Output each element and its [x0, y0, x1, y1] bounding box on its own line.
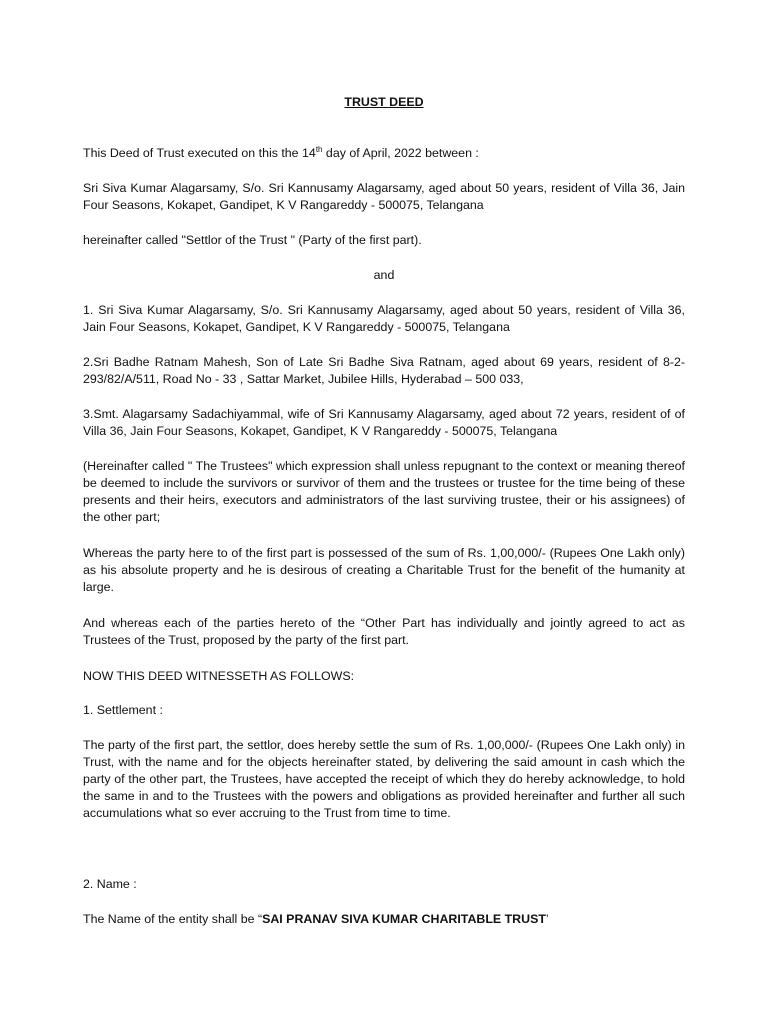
name-text: The Name of the entity shall be “ [83, 912, 263, 926]
name-text-end: ’ [545, 912, 549, 926]
intro-superscript: th [315, 144, 323, 154]
settlor-details: Sri Siva Kumar Alagarsamy, S/o. Sri Kannusamy Alagarsamy, aged about 50 years, resident of Villa 36, Jain Four Seasons, Kokapet, Gandipet, K V Rangareddy - 500075, Telangana [83, 181, 685, 212]
whereas-paragraph-2: And whereas each of the parties hereto of the “Other Part has individually and jointly agreed to act as Trustees of the Trust, proposed by the party of the first part. [83, 616, 685, 647]
intro-text-end: day of April, 2022 between : [322, 146, 479, 160]
trust-name: SAI PRANAV SIVA KUMAR CHARITABLE TRUST [262, 912, 546, 926]
trustee-1: 1. Sri Siva Kumar Alagarsamy, S/o. Sri Kannusamy Alagarsamy, aged about 50 years, resident of Villa 36, Jain Four Seasons, Kokapet, Gandipet, K V Rangareddy - 500075, Telangana [83, 303, 685, 334]
whereas-paragraph-1: Whereas the party here to of the first part is possessed of the sum of Rs. 1,00,000/- (Rupees One Lakh only) as his absolute property and he is desirous of creating a Charitable Trust for the benefit of the humanity at large. [83, 546, 685, 594]
settlement-heading: 1. Settlement : [83, 703, 163, 717]
and-separator: and [373, 268, 395, 282]
intro-paragraph [83, 145, 685, 162]
name-paragraph [83, 911, 685, 928]
trustees-called: (Hereinafter called " The Trustees" which expression shall unless repugnant to the context or meaning thereof be deemed to include the survivors or survivor of them and the trustees or trustee for the time being of these presents and their heirs, executors and administrators of the last surviving trustee, their or his assignees) of the other part; [83, 459, 685, 524]
witnesseth-heading: NOW THIS DEED WITNESSETH AS FOLLOWS: [83, 669, 355, 683]
trustee-3: 3.Smt. Alagarsamy Sadachiyammal, wife of Sri Kannusamy Alagarsamy, aged about 72 years, resident of of Villa 36, Jain Four Seasons, Kokapet, Gandipet, K V Rangareddy - 500075, Telangana [83, 407, 685, 438]
settlement-text: The party of the first part, the settlor, does hereby settle the sum of Rs. 1,00,000/- (Rupees One Lakh only) in Trust, with the name and for the objects hereinafter stated, by delivering the said amount in cash which the party of the other part, the Trustees, have accepted the receipt of which they do hereby acknowledge, to hold the same in and to the Trustees with the powers and obligations as provided hereinafter and further all such accumulations what so ever accruing to the Trust from time to time. [83, 738, 685, 820]
intro-text: This Deed of Trust executed on this the 14 [83, 146, 316, 160]
trustee-2: 2.Sri Badhe Ratnam Mahesh, Son of Late Sri Badhe Siva Ratnam, aged about 69 years, resident of 8-2-293/82/A/511, Road No - 33 , Sattar Market, Jubilee Hills, Hyderabad – 500 033, [83, 355, 685, 386]
settlor-called: hereinafter called "Settlor of the Trust " (Party of the first part). [83, 233, 422, 247]
name-heading: 2. Name : [83, 877, 137, 891]
document-title: TRUST DEED [344, 95, 424, 109]
